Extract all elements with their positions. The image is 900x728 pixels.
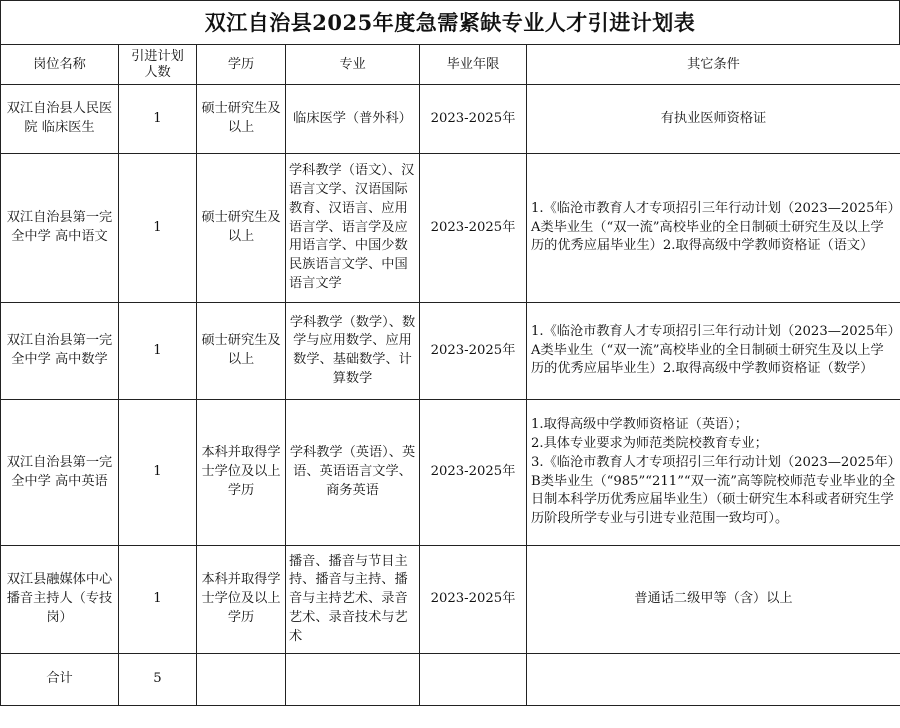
total-count: 5 (119, 654, 197, 706)
header-education: 学历 (197, 45, 286, 85)
cell-graduation: 2023-2025年 (420, 154, 527, 303)
empty-cell (420, 654, 527, 706)
cell-major: 播音、播音与节目主持、播音与主持、播音与主持艺术、录音艺术、录音技术与艺术 (286, 546, 420, 654)
header-major: 专业 (286, 45, 420, 85)
cell-education: 本科并取得学士学位及以上学历 (197, 546, 286, 654)
plan-table (0, 44, 900, 706)
cell-conditions: 有执业医师资格证 (527, 85, 900, 154)
cell-conditions: 1.《临沧市教育人才专项招引三年行动计划（2023—2025年）A类毕业生（“双一流”高校毕业的全日制硕士研究生及以上学历的优秀应届毕业生）2.取得高级中学教师资格证（数学） (527, 303, 900, 400)
cell-count: 1 (119, 546, 197, 654)
cell-conditions: 普通话二级甲等（含）以上 (527, 546, 900, 654)
table-row (1, 303, 900, 400)
cell-major: 学科教学（语文）、汉语言文学、汉语国际教育、汉语言、应用语言学、语言学及应用语言学、中国少数民族语言文学、中国语言文学 (286, 154, 420, 303)
header-count: 引进计划人数 (119, 45, 197, 85)
cell-graduation: 2023-2025年 (420, 546, 527, 654)
cell-count: 1 (119, 154, 197, 303)
cell-major: 学科教学（数学）、数学与应用数学、应用数学、基础数学、计算数学 (286, 303, 420, 400)
cell-graduation: 2023-2025年 (420, 303, 527, 400)
total-row (1, 654, 900, 706)
cell-conditions: 1.取得高级中学教师资格证（英语）； 2.具体专业要求为师范类院校教育专业； 3.《临沧市教育人才专项招引三年行动计划（2023—2025年）B类毕业生（“985”“211”“双一流”高等院校师范专业毕业的全日制本科学历优秀应届毕业生）（硕士研究生本科或者研究生学历阶段所学专业与引进专业范围一致均可）。 (527, 400, 900, 546)
cell-count: 1 (119, 85, 197, 154)
table-row (1, 546, 900, 654)
cell-position: 双江自治县第一完全中学 高中英语 (1, 400, 119, 546)
cell-count: 1 (119, 303, 197, 400)
header-conditions: 其它条件 (527, 45, 900, 85)
cell-education: 硕士研究生及以上 (197, 303, 286, 400)
table-row (1, 400, 900, 546)
cell-position: 双江自治县第一完全中学 高中数学 (1, 303, 119, 400)
header-row (1, 45, 900, 85)
empty-cell (527, 654, 900, 706)
cell-position: 双江自治县第一完全中学 高中语文 (1, 154, 119, 303)
cell-conditions: 1.《临沧市教育人才专项招引三年行动计划（2023—2025年）A类毕业生（“双一流”高校毕业的全日制硕士研究生及以上学历的优秀应届毕业生）2.取得高级中学教师资格证（语文） (527, 154, 900, 303)
cell-major: 临床医学（普外科） (286, 85, 420, 154)
cell-education: 硕士研究生及以上 (197, 154, 286, 303)
cell-major: 学科教学（英语）、英语、英语语言文学、商务英语 (286, 400, 420, 546)
cell-graduation: 2023-2025年 (420, 400, 527, 546)
cell-graduation: 2023-2025年 (420, 85, 527, 154)
table-row (1, 154, 900, 303)
page-title: 双江自治县2025年度急需紧缺专业人才引进计划表 (0, 0, 900, 44)
header-graduation: 毕业年限 (420, 45, 527, 85)
table-row (1, 85, 900, 154)
empty-cell (197, 654, 286, 706)
cell-education: 本科并取得学士学位及以上学历 (197, 400, 286, 546)
cell-count: 1 (119, 400, 197, 546)
empty-cell (286, 654, 420, 706)
cell-position: 双江县融媒体中心 播音主持人（专技岗） (1, 546, 119, 654)
cell-position: 双江自治县人民医院 临床医生 (1, 85, 119, 154)
total-label: 合计 (1, 654, 119, 706)
cell-education: 硕士研究生及以上 (197, 85, 286, 154)
header-position: 岗位名称 (1, 45, 119, 85)
